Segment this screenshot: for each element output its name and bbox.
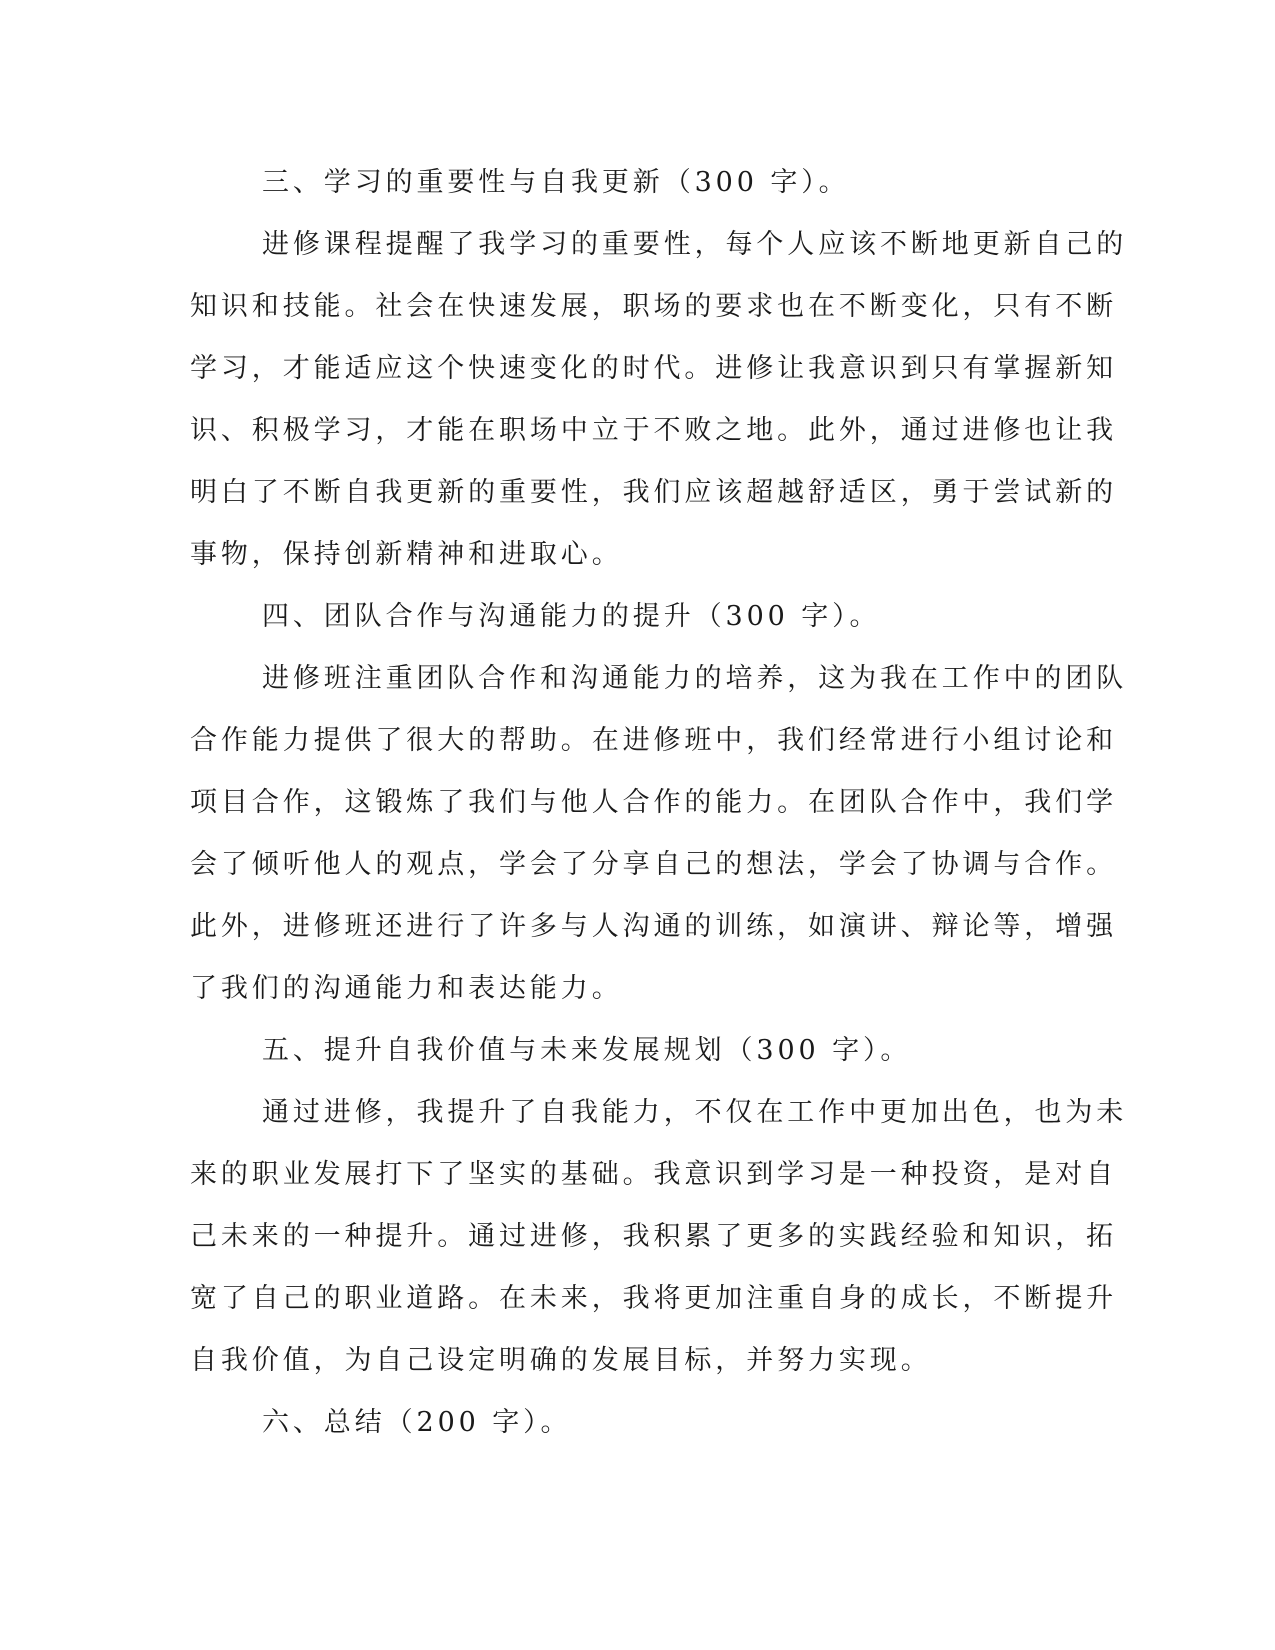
section-heading-3: 三、学习的重要性与自我更新（300 字）。 (262, 167, 850, 198)
paragraph-line: 学习，才能适应这个快速变化的时代。进修让我意识到只有掌握新知 (190, 353, 1117, 384)
paragraph-line: 了我们的沟通能力和表达能力。 (190, 973, 623, 1004)
paragraph-line: 会了倾听他人的观点，学会了分享自己的想法，学会了协调与合作。 (190, 849, 1117, 880)
paragraph-line: 来的职业发展打下了坚实的基础。我意识到学习是一种投资，是对自 (190, 1159, 1117, 1190)
paragraph-line: 明白了不断自我更新的重要性，我们应该超越舒适区，勇于尝试新的 (190, 477, 1117, 508)
paragraph-line: 识、积极学习，才能在职场中立于不败之地。此外，通过进修也让我 (190, 415, 1117, 446)
paragraph-line: 知识和技能。社会在快速发展，职场的要求也在不断变化，只有不断 (190, 291, 1117, 322)
paragraph-line: 事物，保持创新精神和进取心。 (190, 539, 623, 570)
paragraph-line: 项目合作，这锻炼了我们与他人合作的能力。在团队合作中，我们学 (190, 787, 1117, 818)
paragraph-line: 宽了自己的职业道路。在未来，我将更加注重自身的成长，不断提升 (190, 1283, 1117, 1314)
section-heading-5: 五、提升自我价值与未来发展规划（300 字）。 (262, 1035, 912, 1066)
paragraph-line: 合作能力提供了很大的帮助。在进修班中，我们经常进行小组讨论和 (190, 725, 1117, 756)
paragraph-line: 己未来的一种提升。通过进修，我积累了更多的实践经验和知识，拓 (190, 1221, 1117, 1252)
section-heading-4: 四、团队合作与沟通能力的提升（300 字）。 (262, 601, 881, 632)
document-body (190, 152, 1128, 1454)
paragraph-line: 此外，进修班还进行了许多与人沟通的训练，如演讲、辩论等，增强 (190, 911, 1117, 942)
paragraph-line: 进修班注重团队合作和沟通能力的培养，这为我在工作中的团队 (262, 663, 1128, 694)
paragraph-line: 通过进修，我提升了自我能力，不仅在工作中更加出色，也为未 (262, 1097, 1128, 1128)
paragraph-line: 进修课程提醒了我学习的重要性，每个人应该不断地更新自己的 (262, 229, 1128, 260)
section-heading-6: 六、总结（200 字）。 (262, 1407, 572, 1438)
paragraph-line: 自我价值，为自己设定明确的发展目标，并努力实现。 (190, 1345, 932, 1376)
